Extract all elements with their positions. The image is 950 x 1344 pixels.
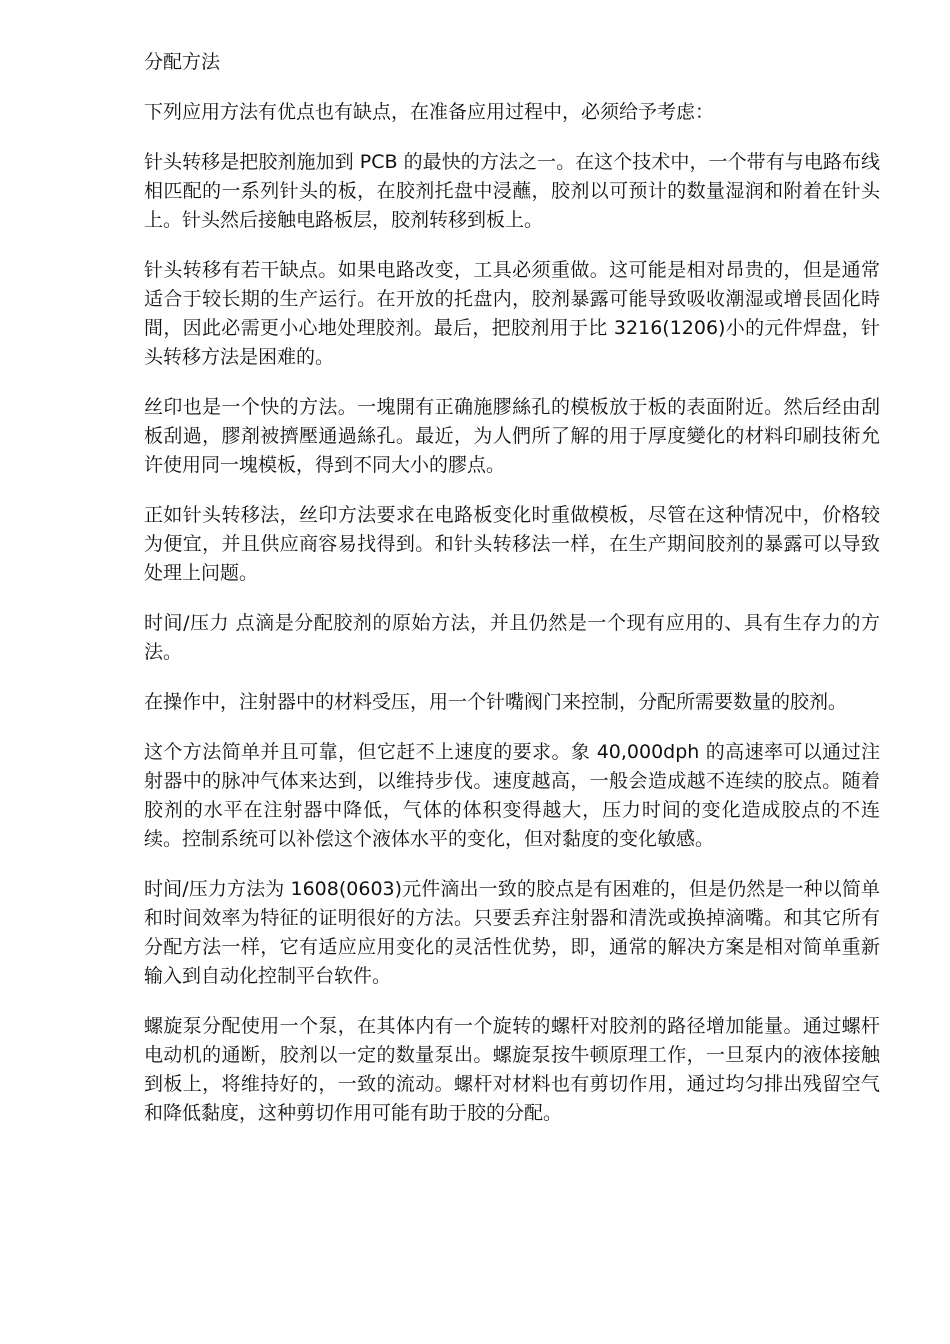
paragraph-time-pressure: 时间/压力 点滴是分配胶剂的原始方法，并且仍然是一个现有应用的、具有生存力的方法。	[144, 612, 880, 663]
paragraph-time-pressure-small-parts: 时间/压力方法为 1608(0603)元件滴出一致的胶点是有困难的，但是仍然是一种以简单和时间效率为特征的证明很好的方法。只要丢弃注射器和清洗或换掉滴嘴。和其它所有分配方法一样，它有适应应用变化的灵活性优势，即，通常的解决方案是相对简单重新输入到自动化控制平台软件。	[144, 878, 880, 987]
document-body	[144, 48, 880, 1149]
paragraph-screen-printing-drawbacks: 正如针头转移法，丝印方法要求在电路板变化时重做模板，尽管在这种情况中，价格较为便宜，并且供应商容易找得到。和针头转移法一样，在生产期间胶剂的暴露可以导致处理上问题。	[144, 504, 880, 584]
paragraph-method-limits: 这个方法简单并且可靠，但它赶不上速度的要求。象 40,000dph 的高速率可以通过注射器中的脉冲气体来达到，以维持步伐。速度越高，一般会造成越不连续的胶点。随着胶剂的水平在注射器中降低，气体的体积变得越大，压力时间的变化造成胶点的不连续。控制系统可以补偿这个液体水平的变化，但对黏度的变化敏感。	[144, 741, 880, 850]
paragraph-auger-pump: 螺旋泵分配使用一个泵，在其体内有一个旋转的螺杆对胶剂的路径增加能量。通过螺杆电动机的通断，胶剂以一定的数量泵出。螺旋泵按牛顿原理工作，一旦泵内的液体接触到板上，将维持好的，一致的流动。螺杆对材料也有剪切作用，通过均匀排出残留空气和降低黏度，这种剪切作用可能有助于胶的分配。	[144, 1015, 880, 1124]
paragraph-pin-transfer-drawbacks: 针头转移有若干缺点。如果电路改变，工具必须重做。这可能是相对昂贵的，但是通常适合于较长期的生产运行。在开放的托盘内，胶剂暴露可能导致吸收潮湿或增長固化時間，因此必需更小心地处理胶剂。最后，把胶剂用于比 3216(1206)小的元件焊盘，针头转移方法是困难的。	[144, 259, 880, 368]
paragraph-pin-transfer: 针头转移是把胶剂施加到 PCB 的最快的方法之一。在这个技术中，一个带有与电路布线相匹配的一系列针头的板，在胶剂托盘中浸蘸，胶剂以可预计的数量湿润和附着在针头上。针头然后接触电路板层，胶剂转移到板上。	[144, 151, 880, 231]
paragraph-operation: 在操作中，注射器中的材料受压，用一个针嘴阀门来控制，分配所需要数量的胶剂。	[144, 691, 848, 713]
paragraph-intro: 下列应用方法有优点也有缺点，在准备应用过程中，必须给予考虑：	[144, 101, 715, 123]
section-heading: 分配方法	[144, 51, 221, 73]
paragraph-screen-printing: 丝印也是一个快的方法。一塊開有正确施膠絲孔的模板放于板的表面附近。然后经由刮板刮過，膠剤被擠壓通過絲孔。最近，为人們所了解的用于厚度變化的材料印刷技術允许使用同一塊模板，得到不同大小的膠点。	[144, 396, 880, 476]
